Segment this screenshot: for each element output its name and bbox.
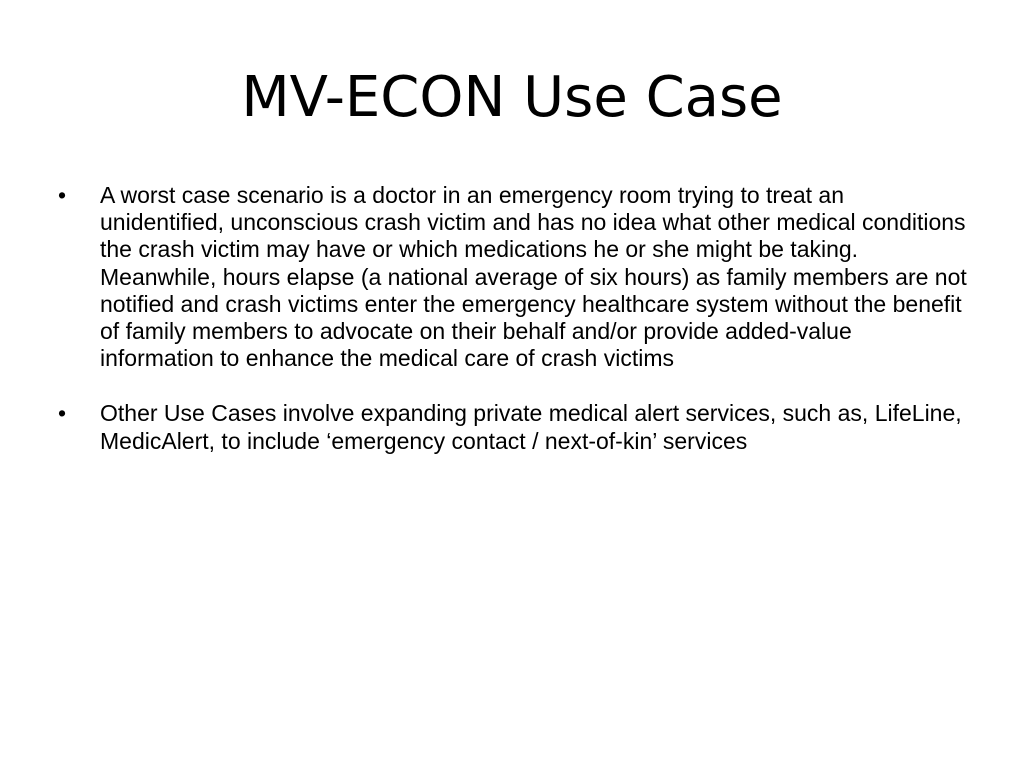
bullet-marker: •: [58, 182, 67, 208]
bullet-item-worst-case: [58, 182, 970, 372]
bullet-list: [58, 182, 970, 483]
bullet-text: Other Use Cases involve expanding private medical alert services, such as, LifeLine, MedicAlert, to include ‘emergency contact / next-of-kin’ services: [100, 400, 962, 454]
slide-title: MV-ECON Use Case: [241, 65, 783, 130]
bullet-item-other-use-cases: [58, 400, 970, 454]
bullet-marker: •: [58, 400, 67, 427]
bullet-text: A worst case scenario is a doctor in an emergency room trying to treat an unidentified, unconscious crash victim and has no idea what other medical conditions the crash victim may have or which medications he or she might be taking. Meanwhile, hours elapse (a national average of six hours) as family members are not notified and crash victims enter the emergency healthcare system without the benefit of family members to advocate on their behalf and/or provide added-value information to enhance the medical care of crash victims: [100, 182, 967, 372]
